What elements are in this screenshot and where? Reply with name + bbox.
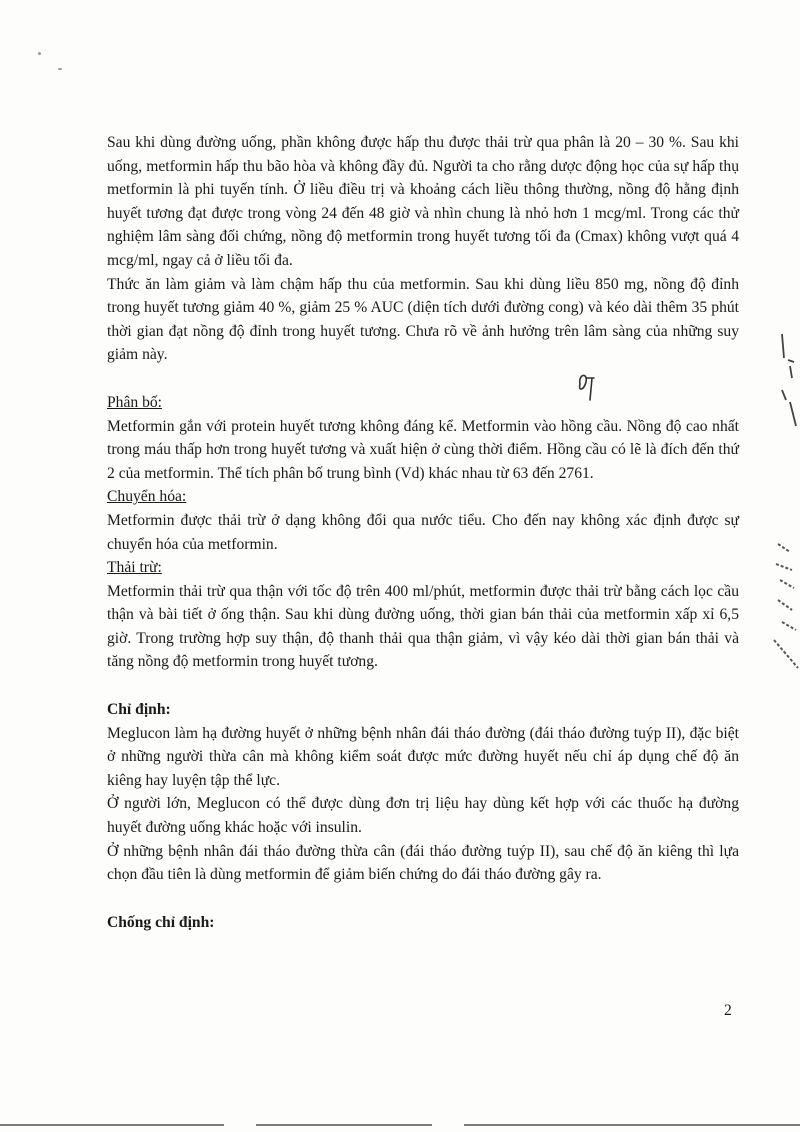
metabolism-text: Metformin được thải trừ ở dạng không đổi qua nước tiểu. Cho đến nay không xác định được sự chuyển hóa của metformin.: [107, 511, 739, 553]
page-bottom-edge: [0, 1124, 800, 1126]
indications-paragraph-2: Ở người lớn, Meglucon có thể được dùng đơn trị liệu hay dùng kết hợp với các thuốc hạ đường huyết đường uống khác hoặc với insulin.: [107, 795, 739, 837]
indications-paragraph-3: Ở những bệnh nhân đái tháo đường thừa cân (đái tháo đường tuýp II), sau chế độ ăn kiêng thì lựa chọn đầu tiên là dùng metformin để giảm biến chứng do đái tháo đường gây ra.: [107, 842, 739, 884]
stamp-fragment: [772, 330, 800, 430]
absorption-paragraph-2: Thức ăn làm giảm và làm chậm hấp thu của metformin. Sau khi dùng liều 850 mg, nồng độ đỉnh trong huyết tương giảm 40 %, giảm 25 % AUC (diện tích dưới đường cong) và kéo dài thêm 35 phút thời gian đạt nồng độ đỉnh trong huyết tương. Chưa rõ về ảnh hưởng trên lâm sàng của những suy giảm này.: [107, 275, 739, 364]
document-body: [107, 131, 739, 934]
seal-fragment: [770, 540, 800, 670]
indications-paragraph-1: Meglucon làm hạ đường huyết ở những bệnh nhân đái tháo đường (đái tháo đường tuýp II), đặc biệt ở những người thừa cân mà không kiểm soát được mức đường huyết nếu chỉ áp dụng chế độ ăn kiêng hay luyện tập thể lực.: [107, 724, 739, 789]
elimination-text: Metformin thải trừ qua thận với tốc độ trên 400 ml/phút, metformin được thải trừ bằng cách lọc cầu thận và bài tiết ở ống thận. Sau khi dùng đường uống, thời gian bán thải của metformin xấp xỉ 6,5 giờ. Trong trường hợp suy thận, độ thanh thải qua thận giảm, vì vậy kéo dài thời gian bán thải và tăng nồng độ metformin trong huyết tương.: [107, 582, 739, 671]
absorption-paragraph-1: Sau khi dùng đường uống, phần không được hấp thu được thải trừ qua phân là 20 – 30 %. Sau khi uống, metformin hấp thu bão hòa và không đầy đủ. Người ta cho rằng dược động học của sự hấp thụ metformin là phi tuyến tính. Ở liều điều trị và khoảng cách liều thông thường, nồng độ hằng định huyết tương đạt được trong vòng 24 đến 48 giờ và nhìn chung là nhỏ hơn 1 mcg/ml. Trong các thử nghiệm lâm sàng đối chứng, nồng độ metformin trong huyết tương tối đa (Cmax) không vượt quá 4 mcg/ml, ngay cả ở liều tối đa.: [107, 134, 739, 269]
scan-speck: [58, 68, 62, 70]
distribution-text: Metformin gắn với protein huyết tương không đáng kể. Metformin vào hồng cầu. Nồng độ cao nhất trong máu thấp hơn trong huyết tương và xuất hiện ở cùng thời điểm. Hồng cầu có lẽ là đích đến thứ 2 của metformin. Thể tích phân bố trung bình (Vd) khác nhau từ 63 đến 2761.: [107, 417, 739, 482]
scan-speck: [38, 52, 41, 55]
page-number: 2: [724, 1002, 732, 1019]
metabolism-heading: Chuyển hóa:: [107, 488, 187, 506]
distribution-heading: Phân bố:: [107, 393, 163, 411]
indications-heading: Chỉ định:: [107, 701, 171, 719]
elimination-heading: Thải trừ:: [107, 559, 162, 577]
contraindications-heading: Chống chỉ định:: [107, 913, 215, 931]
